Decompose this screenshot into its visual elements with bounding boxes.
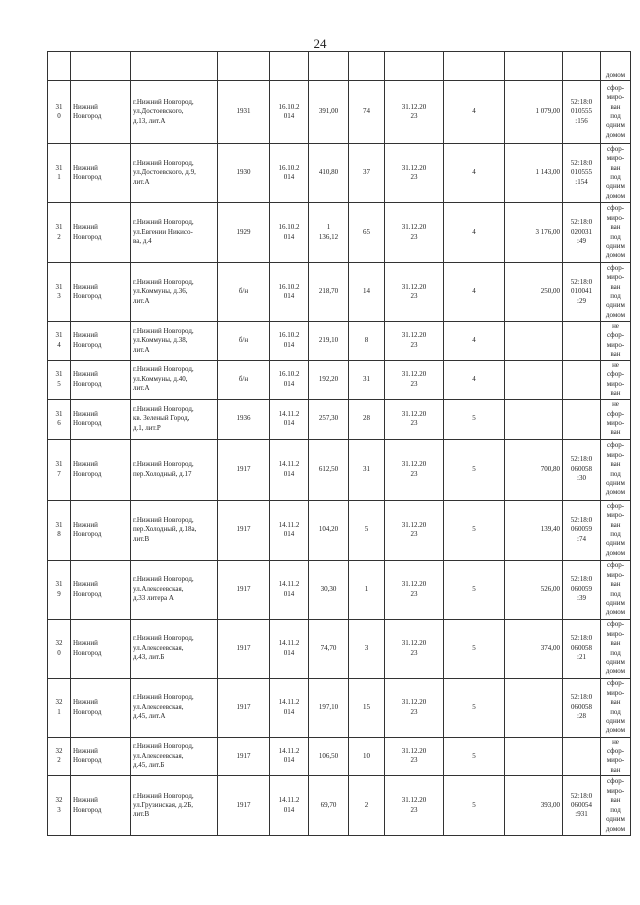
formation-cell: сфор- миро- ван под одним домом — [601, 500, 631, 560]
city-cell: Нижний Новгород — [71, 776, 131, 836]
build-year-cell: б/н — [218, 263, 270, 322]
group-cell: 4 — [444, 144, 505, 203]
area-cell: 192,20 — [309, 360, 349, 399]
date-cell: 16.10.2 014 — [270, 263, 309, 322]
table-row — [48, 263, 631, 322]
cadastral-number-cell: 52:18:0 010555 :156 — [563, 81, 601, 144]
address-cell: г.Нижний Новгород, пер.Холодный, д.17 — [131, 439, 218, 500]
deadline-cell: 31.12.20 23 — [385, 263, 444, 322]
date-cell: 14.11.2 014 — [270, 439, 309, 500]
residents-cell: 65 — [349, 203, 385, 263]
city-cell: Нижний Новгород — [71, 560, 131, 619]
address-cell: г.Нижний Новгород, кв. Зеленый Город, д.1, лит.Р — [131, 399, 218, 439]
residents-cell: 74 — [349, 81, 385, 144]
formation-cell: домом — [601, 52, 631, 81]
sum-cell — [505, 737, 563, 776]
cadastral-number-cell: 52:18:0 060058 :28 — [563, 678, 601, 737]
group-cell: 4 — [444, 81, 505, 144]
area-cell: 410,80 — [309, 144, 349, 203]
row-number-cell: 31 0 — [48, 81, 71, 144]
deadline-cell: 31.12.20 23 — [385, 776, 444, 836]
sum-cell: 526,00 — [505, 560, 563, 619]
row-number-cell: 31 1 — [48, 144, 71, 203]
formation-cell: не сфор- миро- ван — [601, 360, 631, 399]
group-cell: 4 — [444, 263, 505, 322]
address-cell: г.Нижний Новгород, ул.Грузинская, д.2Б, лит.В — [131, 776, 218, 836]
address-cell: г.Нижний Новгород, ул.Коммуны, д.38, лит.А — [131, 322, 218, 361]
group-cell: 5 — [444, 560, 505, 619]
cell-empty — [309, 52, 349, 81]
table-row — [48, 203, 631, 263]
address-cell: г.Нижний Новгород, ул.Алексеевская, д.45, лит.Б — [131, 737, 218, 776]
cadastral-number-cell: 52:18:0 060058 :21 — [563, 619, 601, 678]
sum-cell: 139,40 — [505, 500, 563, 560]
group-cell: 5 — [444, 776, 505, 836]
row-number-cell: 31 7 — [48, 439, 71, 500]
residents-cell: 31 — [349, 360, 385, 399]
formation-cell: не сфор- миро- ван — [601, 322, 631, 361]
build-year-cell: 1917 — [218, 776, 270, 836]
city-cell: Нижний Новгород — [71, 322, 131, 361]
city-cell: Нижний Новгород — [71, 678, 131, 737]
build-year-cell: 1917 — [218, 560, 270, 619]
sum-cell: 700,80 — [505, 439, 563, 500]
formation-cell: сфор- миро- ван под одним домом — [601, 203, 631, 263]
formation-cell: сфор- миро- ван под одним домом — [601, 439, 631, 500]
area-cell: 69,70 — [309, 776, 349, 836]
table-row — [48, 439, 631, 500]
residents-cell: 3 — [349, 619, 385, 678]
row-number-cell: 32 2 — [48, 737, 71, 776]
cadastral-number-cell — [563, 322, 601, 361]
table-row — [48, 81, 631, 144]
date-cell: 16.10.2 014 — [270, 360, 309, 399]
build-year-cell: 1917 — [218, 737, 270, 776]
table-row — [48, 776, 631, 836]
date-cell: 16.10.2 014 — [270, 81, 309, 144]
deadline-cell: 31.12.20 23 — [385, 144, 444, 203]
row-number-cell: 31 8 — [48, 500, 71, 560]
residents-cell: 2 — [349, 776, 385, 836]
cell-empty — [385, 52, 444, 81]
housing-register-table — [47, 51, 631, 836]
date-cell: 14.11.2 014 — [270, 678, 309, 737]
table-body — [48, 52, 631, 836]
sum-cell: 1 079,00 — [505, 81, 563, 144]
area-cell: 1 136,12 — [309, 203, 349, 263]
city-cell: Нижний Новгород — [71, 203, 131, 263]
cadastral-number-cell — [563, 737, 601, 776]
city-cell: Нижний Новгород — [71, 619, 131, 678]
table-row — [48, 399, 631, 439]
formation-cell: не сфор- миро- ван — [601, 737, 631, 776]
residents-cell: 5 — [349, 500, 385, 560]
row-number-cell: 32 0 — [48, 619, 71, 678]
group-cell: 5 — [444, 500, 505, 560]
cadastral-number-cell: 52:18:0 060059 :74 — [563, 500, 601, 560]
group-cell: 4 — [444, 203, 505, 263]
date-cell: 14.11.2 014 — [270, 619, 309, 678]
formation-cell: сфор- миро- ван под одним домом — [601, 619, 631, 678]
residents-cell: 8 — [349, 322, 385, 361]
date-cell: 14.11.2 014 — [270, 560, 309, 619]
address-cell: г.Нижний Новгород, пер.Холодный, д.18а, лит.В — [131, 500, 218, 560]
cadastral-number-cell: 52:18:0 020031 :49 — [563, 203, 601, 263]
date-cell: 16.10.2 014 — [270, 322, 309, 361]
cell-empty — [218, 52, 270, 81]
address-cell: г.Нижний Новгород, ул.Достоевского, д.13, лит.А — [131, 81, 218, 144]
city-cell: Нижний Новгород — [71, 81, 131, 144]
cadastral-number-cell — [563, 360, 601, 399]
formation-cell: сфор- миро- ван под одним домом — [601, 678, 631, 737]
row-number-cell: 32 3 — [48, 776, 71, 836]
city-cell: Нижний Новгород — [71, 144, 131, 203]
area-cell: 612,50 — [309, 439, 349, 500]
area-cell: 74,70 — [309, 619, 349, 678]
formation-cell: сфор- миро- ван под одним домом — [601, 263, 631, 322]
deadline-cell: 31.12.20 23 — [385, 560, 444, 619]
cadastral-number-cell: 52:18:0 060054 :931 — [563, 776, 601, 836]
cell-empty — [48, 52, 71, 81]
cell-empty — [444, 52, 505, 81]
residents-cell: 31 — [349, 439, 385, 500]
row-number-cell: 32 1 — [48, 678, 71, 737]
address-cell: г.Нижний Новгород, ул.Алексеевская, д.43, лит.Б — [131, 619, 218, 678]
area-cell: 104,20 — [309, 500, 349, 560]
cell-empty — [270, 52, 309, 81]
sum-cell — [505, 678, 563, 737]
address-cell: г.Нижний Новгород, ул.Алексеевская, д.45, лит.А — [131, 678, 218, 737]
address-cell: г.Нижний Новгород, ул.Коммуны, д.36, лит.А — [131, 263, 218, 322]
sum-cell: 393,00 — [505, 776, 563, 836]
deadline-cell: 31.12.20 23 — [385, 322, 444, 361]
cadastral-number-cell: 52:18:0 060058 :30 — [563, 439, 601, 500]
city-cell: Нижний Новгород — [71, 500, 131, 560]
sum-cell — [505, 322, 563, 361]
city-cell: Нижний Новгород — [71, 439, 131, 500]
sum-cell: 250,00 — [505, 263, 563, 322]
table-row-continuation — [48, 52, 631, 81]
build-year-cell: 1931 — [218, 81, 270, 144]
cadastral-number-cell: 52:18:0 010555 :154 — [563, 144, 601, 203]
group-cell: 5 — [444, 619, 505, 678]
row-number-cell: 31 2 — [48, 203, 71, 263]
deadline-cell: 31.12.20 23 — [385, 737, 444, 776]
date-cell: 16.10.2 014 — [270, 144, 309, 203]
build-year-cell: б/н — [218, 360, 270, 399]
date-cell: 14.11.2 014 — [270, 776, 309, 836]
cell-empty — [71, 52, 131, 81]
formation-cell: сфор- миро- ван под одним домом — [601, 560, 631, 619]
deadline-cell: 31.12.20 23 — [385, 500, 444, 560]
row-number-cell: 31 9 — [48, 560, 71, 619]
table-row — [48, 678, 631, 737]
formation-cell: сфор- миро- ван под одним домом — [601, 776, 631, 836]
residents-cell: 28 — [349, 399, 385, 439]
build-year-cell: б/н — [218, 322, 270, 361]
build-year-cell: 1930 — [218, 144, 270, 203]
formation-cell: не сфор- миро- ван — [601, 399, 631, 439]
address-cell: г.Нижний Новгород, ул.Алексеевская, д.33 литера А — [131, 560, 218, 619]
date-cell: 14.11.2 014 — [270, 399, 309, 439]
cell-empty — [349, 52, 385, 81]
group-cell: 5 — [444, 737, 505, 776]
group-cell: 5 — [444, 439, 505, 500]
formation-cell: сфор- миро- ван под одним домом — [601, 81, 631, 144]
deadline-cell: 31.12.20 23 — [385, 81, 444, 144]
cell-empty — [131, 52, 218, 81]
cell-empty — [563, 52, 601, 81]
group-cell: 4 — [444, 360, 505, 399]
sum-cell: 1 143,00 — [505, 144, 563, 203]
deadline-cell: 31.12.20 23 — [385, 399, 444, 439]
table-row — [48, 322, 631, 361]
address-cell: г.Нижний Новгород, ул.Евгении Никисо- ва, д.4 — [131, 203, 218, 263]
date-cell: 14.11.2 014 — [270, 737, 309, 776]
residents-cell: 37 — [349, 144, 385, 203]
date-cell: 14.11.2 014 — [270, 500, 309, 560]
formation-cell: сфор- миро- ван под одним домом — [601, 144, 631, 203]
row-number-cell: 31 6 — [48, 399, 71, 439]
area-cell: 30,30 — [309, 560, 349, 619]
address-cell: г.Нижний Новгород, ул.Достоевского, д.9, лит.А — [131, 144, 218, 203]
sum-cell — [505, 360, 563, 399]
deadline-cell: 31.12.20 23 — [385, 360, 444, 399]
row-number-cell: 31 4 — [48, 322, 71, 361]
area-cell: 197,10 — [309, 678, 349, 737]
row-number-cell: 31 5 — [48, 360, 71, 399]
build-year-cell: 1929 — [218, 203, 270, 263]
table-row — [48, 360, 631, 399]
page-number: 24 — [313, 36, 327, 51]
group-cell: 4 — [444, 322, 505, 361]
residents-cell: 10 — [349, 737, 385, 776]
area-cell: 218,70 — [309, 263, 349, 322]
deadline-cell: 31.12.20 23 — [385, 203, 444, 263]
build-year-cell: 1936 — [218, 399, 270, 439]
cadastral-number-cell: 52:18:0 060059 :39 — [563, 560, 601, 619]
city-cell: Нижний Новгород — [71, 399, 131, 439]
group-cell: 5 — [444, 678, 505, 737]
date-cell: 16.10.2 014 — [270, 203, 309, 263]
city-cell: Нижний Новгород — [71, 737, 131, 776]
cadastral-number-cell: 52:18:0 010041 :29 — [563, 263, 601, 322]
cell-empty — [505, 52, 563, 81]
residents-cell: 1 — [349, 560, 385, 619]
cadastral-number-cell — [563, 399, 601, 439]
city-cell: Нижний Новгород — [71, 263, 131, 322]
build-year-cell: 1917 — [218, 439, 270, 500]
group-cell: 5 — [444, 399, 505, 439]
build-year-cell: 1917 — [218, 500, 270, 560]
table-row — [48, 619, 631, 678]
table-row — [48, 560, 631, 619]
row-number-cell: 31 3 — [48, 263, 71, 322]
area-cell: 219,10 — [309, 322, 349, 361]
deadline-cell: 31.12.20 23 — [385, 619, 444, 678]
area-cell: 257,30 — [309, 399, 349, 439]
sum-cell: 3 176,00 — [505, 203, 563, 263]
build-year-cell: 1917 — [218, 678, 270, 737]
area-cell: 391,00 — [309, 81, 349, 144]
sum-cell — [505, 399, 563, 439]
deadline-cell: 31.12.20 23 — [385, 439, 444, 500]
table-row — [48, 144, 631, 203]
table-row — [48, 500, 631, 560]
build-year-cell: 1917 — [218, 619, 270, 678]
city-cell: Нижний Новгород — [71, 360, 131, 399]
area-cell: 106,50 — [309, 737, 349, 776]
residents-cell: 15 — [349, 678, 385, 737]
address-cell: г.Нижний Новгород, ул.Коммуны, д.40, лит.А — [131, 360, 218, 399]
residents-cell: 14 — [349, 263, 385, 322]
deadline-cell: 31.12.20 23 — [385, 678, 444, 737]
sum-cell: 374,00 — [505, 619, 563, 678]
table-row — [48, 737, 631, 776]
